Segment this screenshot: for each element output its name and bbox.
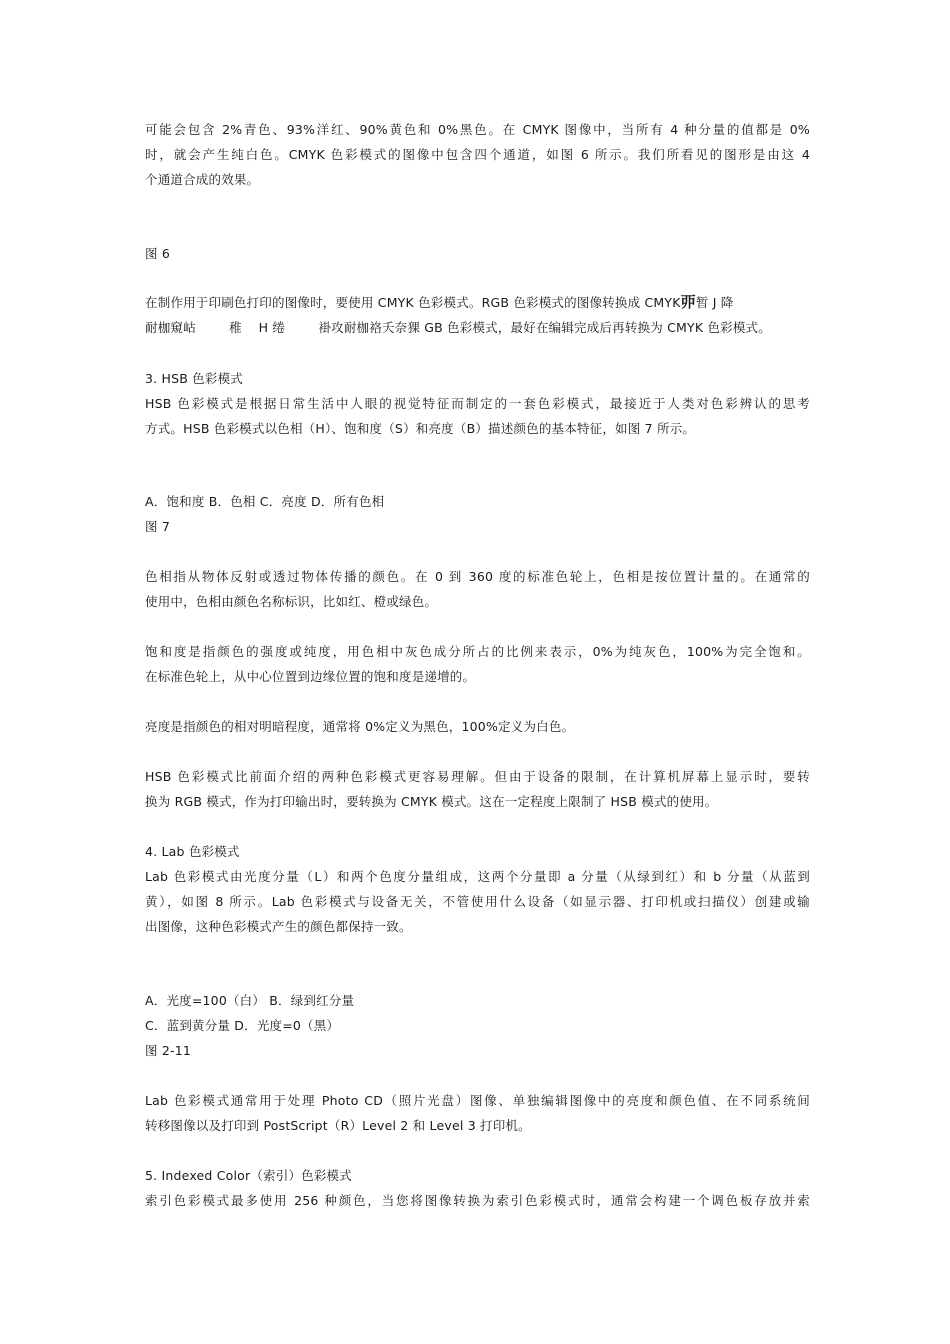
- section-4-line-2: 黄），如图 8 所示。Lab 色彩模式与设备无关，不管使用什么设备（如显示器、打印机或扫描仪）创建或输: [145, 894, 810, 909]
- section-5-line-1: 索引色彩模式最多使用 256 种颜色，当您将图像转换为索引色彩模式时，通常会构建一个调色板存放并索: [145, 1193, 810, 1208]
- figure-7-labels: A．饱和度 B．色相 C．亮度 D．所有色相: [145, 494, 385, 509]
- lab-usage-line-2: 转移图像以及打印到 PostScript（R）Level 2 和 Level 3 打印机。: [145, 1118, 531, 1133]
- section-4-line-3: 出图像，这种色彩模式产生的颜色都保持一致。: [145, 919, 412, 934]
- section-5-heading: 5. Indexed Color（索引）色彩模式: [145, 1168, 352, 1183]
- paragraph-cmyk-line-1: 可能会包含 2%青色、93%洋红、90%黄色和 0%黑色。在 CMYK 图像中，当所有 4 种分量的值都是 0%: [145, 122, 810, 137]
- paragraph-print-text-a: 在制作用于印刷色打印的图像时，要使用 CMYK 色彩模式。RGB 色彩模式的图像转换成 CMYK: [145, 295, 681, 310]
- lab-usage-line-1: Lab 色彩模式通常用于处理 Photo CD（照片光盘）图像、单独编辑图像中的亮度和颜色值、在不同系统间: [145, 1093, 810, 1108]
- saturation-paragraph-line-1: 饱和度是指颜色的强度或纯度，用色相中灰色成分所占的比例来表示，0%为纯灰色，100%为完全饱和。: [145, 644, 810, 659]
- garbled-glyph: 丣: [680, 294, 696, 311]
- paragraph-cmyk-line-2: 时，就会产生纯白色。CMYK 色彩模式的图像中包含四个通道，如图 6 所示。我们所看见的图形是由这 4: [145, 147, 810, 162]
- paragraph-print-text-b: 暂 J 降: [695, 295, 734, 310]
- figure-7-caption: 图 7: [145, 519, 171, 534]
- figure-2-11-labels-2: C．蓝到黄分量 D．光度=0（黑）: [145, 1018, 340, 1033]
- section-4-line-1: Lab 色彩模式由光度分量（L）和两个色度分量组成，这两个分量即 a 分量（从绿到红）和 b 分量（从蓝到: [145, 869, 810, 884]
- paragraph-cmyk-line-3: 个通道合成的效果。: [145, 172, 260, 187]
- hsb-summary-line-1: HSB 色彩模式比前面介绍的两种色彩模式更容易理解。但由于设备的限制，在计算机屏幕上显示时，要转: [145, 769, 810, 784]
- section-3-heading: 3. HSB 色彩模式: [145, 371, 243, 386]
- section-4-heading: 4. Lab 色彩模式: [145, 844, 240, 859]
- hue-paragraph-line-2: 使用中，色相由颜色名称标识，比如红、橙或绿色。: [145, 594, 438, 609]
- paragraph-print-line-2: 耐枷窺岵 稚 H 绻 褂攻耐枷袼夭奈猓 GB 色彩模式，最好在编辑完成后再转换为 CMYK 色彩模式。: [145, 320, 771, 335]
- figure-6-caption: 图 6: [145, 246, 171, 261]
- section-3-line-1: HSB 色彩模式是根据日常生活中人眼的视觉特征而制定的一套色彩模式，最接近于人类对色彩辨认的思考: [145, 396, 810, 411]
- hue-paragraph-line-1: 色相指从物体反射或透过物体传播的颜色。在 0 到 360 度的标准色轮上，色相是按位置计量的。在通常的: [145, 569, 810, 584]
- hsb-summary-line-2: 换为 RGB 模式，作为打印输出时，要转换为 CMYK 模式。这在一定程度上限制了 HSB 模式的使用。: [145, 794, 718, 809]
- section-3-line-2: 方式。HSB 色彩模式以色相（H）、饱和度（S）和亮度（B）描述颜色的基本特征，如图 7 所示。: [145, 421, 696, 436]
- figure-2-11-caption: 图 2-11: [145, 1043, 192, 1058]
- paragraph-print-line-1: [145, 294, 810, 311]
- brightness-paragraph: 亮度是指颜色的相对明暗程度，通常将 0%定义为黑色，100%定义为白色。: [145, 719, 575, 734]
- saturation-paragraph-line-2: 在标准色轮上，从中心位置到边缘位置的饱和度是递增的。: [145, 669, 476, 684]
- figure-2-11-labels-1: A．光度=100（白） B．绿到红分量: [145, 993, 355, 1008]
